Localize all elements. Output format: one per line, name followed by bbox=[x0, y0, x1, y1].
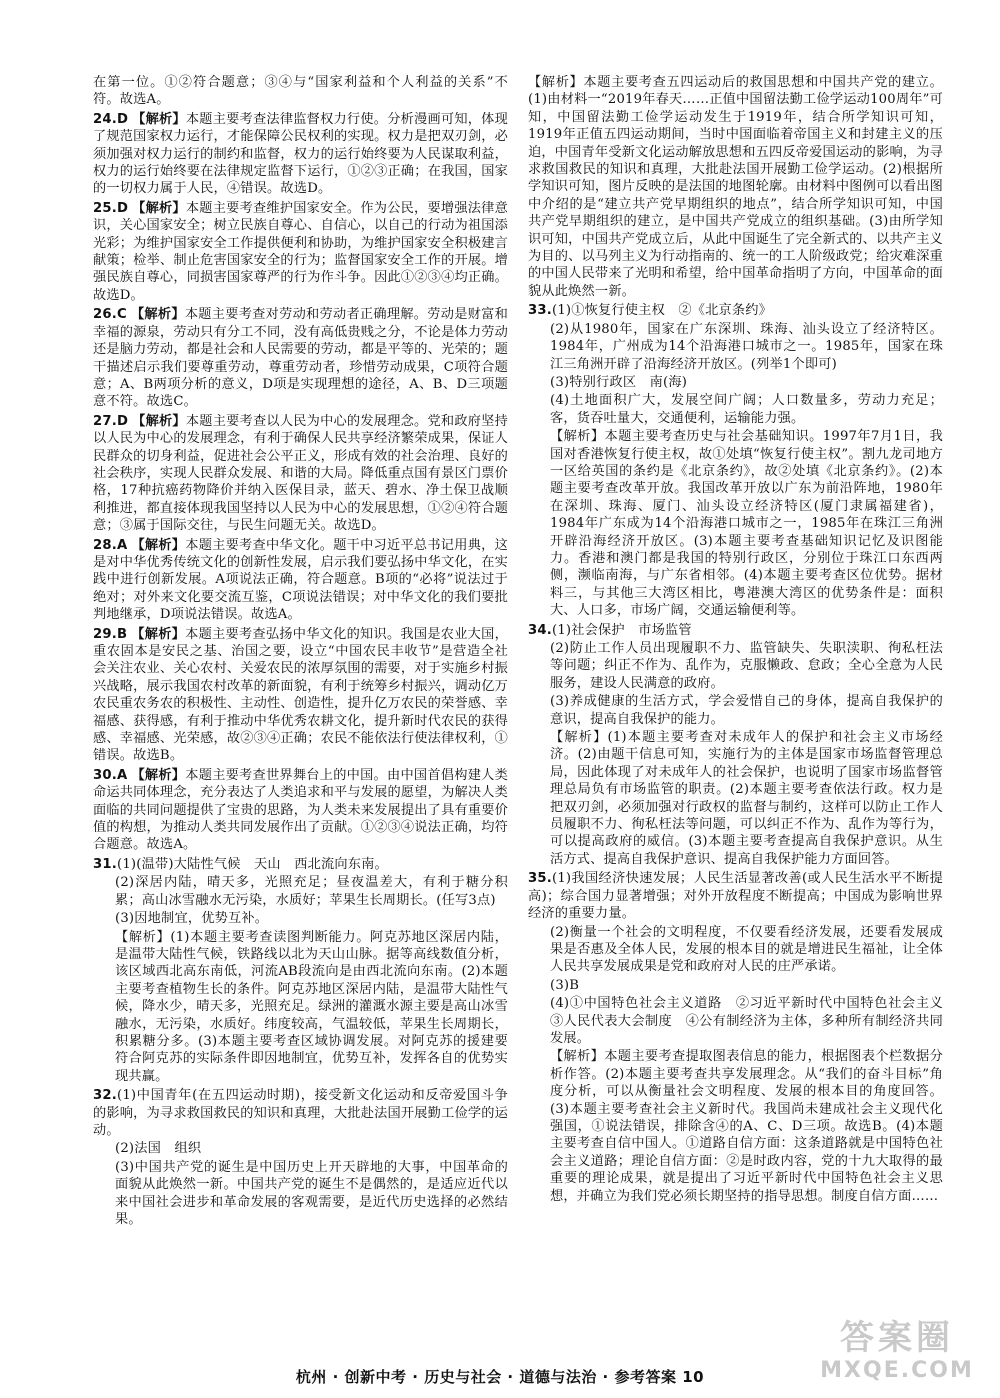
text-line: 【解析】本题主要考查五四运动后的救国思想和中国共产党的建立。(1)由材料一“2019年春天……正值中国留法勤工俭学运动100周年”可知，中国留法勤工俭学运动发生于1919年，结合所学知识可知，1919年正值五四运动期间，当时中国面临着帝国主义和封建主义的压迫，中国青年受新文化运动解放思想和五四反帝爱国运动的影响，为寻求救国救民的知识和真理，大批赴法国开展勤工俭学运动。(2)根据所学知识可知，图片反映的是法国的地图轮廓。由材料中图例可以看出图中介绍的是“建立共产党早期组织的地点”，结合所学知识可知，中国共产党早期组织的建立，是中国共产党成立的组织基础。(3)由所学知识可知，中国共产党成立后，从此中国诞生了完全新式的、以共产主义为目的、以马列主义为行动指南的、统一的工人阶级政党；给灾难深重的中国人民带来了光明和希望，给中国革命指明了方向，中国革命的面貌从此焕然一新。 bbox=[528, 75, 944, 299]
answer-item-29 bbox=[93, 626, 508, 765]
left-column bbox=[93, 74, 508, 1230]
sub-answer bbox=[93, 1159, 508, 1229]
sub-answer-text: (1)我国经济快速发展；人民生活显著改善(或人民生活水平不断提高)；综合国力显著增强；对外开放程度不断提高；中国成为影响世界经济的重要力量。 bbox=[528, 871, 943, 922]
sub-answer bbox=[528, 729, 943, 868]
question-number: 27. bbox=[93, 413, 117, 429]
sub-answer bbox=[528, 302, 943, 319]
sub-answer-text: (3)B bbox=[550, 977, 580, 993]
sub-answer bbox=[93, 856, 508, 873]
sub-answer bbox=[528, 392, 943, 427]
question-number: 24. bbox=[93, 111, 117, 127]
answer-item-27 bbox=[93, 413, 508, 535]
sub-answer-text: (3)特别行政区 南(海) bbox=[550, 374, 688, 390]
sub-answer-text: (2)深居内陆，晴天多，光照充足；昼夜温差大，有利于糖分积累；高山冰雪融水无污染，水质好；苹果生长周期长。(任写3点) bbox=[115, 875, 508, 908]
answer-item-35 bbox=[528, 870, 957, 1205]
sub-answer-text: 【解析】本题主要考查提取图表信息的能力，根据图表个栏数据分析作答。(2)本题主要考查共享发展理念。从“我们的奋斗目标”角度分析，可以从衡量社会文明程度、发展的根本目的角度回答。(3)本题主要考查社会主义新时代。我国尚未建成社会主义现代化强国，①说法错误，排除含④的A、C、D三项。故选B。(4)本题主要考查自信中国人。①道路自信方面：这条道路就是中国特色社会主义道路；理论自信方面：②是时政内容，党的十九大取得的最重要的理论成果，就是提出了习近平新时代中国特色社会主义思想，并确立为我们党必须长期坚持的指导思想。制度自信方面…… bbox=[550, 1049, 943, 1204]
analysis-tag: 【解析】 bbox=[131, 537, 186, 553]
analysis-text: 本题主要考查法律监督权力行使。分析漫画可知，体现了规范国家权力运行，才能保障公民权利的实现。权力是把双刃剑，必须加强对权力运行的制约和监督，权力的运行始终要为人民谋取利益，权力的运行始终要在法律规定监督下运行，①②③正确；在我国，国家的一切权力属于人民，④错误。故选D。 bbox=[93, 111, 509, 197]
sub-answer-text: (1)中国青年(在五四运动时期)，接受新文化运动和反帝爱国斗争的影响，为寻求救国救民的知识和真理，大批赴法国开展勤工俭学的运动。 bbox=[93, 1088, 509, 1138]
sub-answer bbox=[528, 428, 943, 619]
right-column bbox=[528, 74, 957, 1207]
answer-item-32 bbox=[93, 1087, 508, 1228]
sub-answer bbox=[528, 321, 943, 373]
sub-answer bbox=[528, 622, 943, 639]
question-number: 31. bbox=[93, 856, 117, 872]
answer-letter: A bbox=[116, 537, 128, 553]
sub-answer-text: (3)因地制宜，优势互补。 bbox=[115, 911, 269, 927]
question-number: 28. bbox=[93, 537, 117, 553]
answer-item-31 bbox=[93, 856, 508, 1085]
sub-answer bbox=[93, 1087, 508, 1139]
analysis-tag: 【解析】 bbox=[131, 767, 186, 783]
question-number: 33. bbox=[528, 303, 552, 319]
answer-item-33 bbox=[528, 302, 943, 619]
answer-letter: A bbox=[116, 767, 128, 783]
sub-answer bbox=[93, 1140, 508, 1157]
question-number: 32. bbox=[93, 1088, 117, 1104]
sub-answer-text: (2)衡量一个社会的文明程度，不仅要看经济发展，还要看发展成果是否惠及全体人民，发展的根本目的就是增进民生福祉，让全体人民共享发展成果是党和政府对人民的庄严承诺。 bbox=[550, 924, 943, 975]
sub-answer bbox=[93, 929, 508, 1086]
answer-item-24 bbox=[93, 111, 508, 198]
sub-answer-text: (4)土地面积广大，发展空间广阔；人口数量多，劳动力充足；客，货吞吐量大，交通便利，运输能力强。 bbox=[550, 393, 943, 426]
answer-letter: B bbox=[116, 626, 128, 642]
sub-answer bbox=[93, 910, 508, 927]
sub-answer-text: (1)社会保护 市场监管 bbox=[551, 622, 692, 638]
analysis-tag: 【解析】 bbox=[131, 626, 186, 642]
analysis-text: 本题主要考查以人民为中心的发展理念。党和政府坚持以人民为中心的发展理念，有利于确保人民共享经济繁荣成果，保证人民群众的切身利益，促进社会公平正义，形成有效的社会治理、良好的社会秩序，实现人民群众发展、和谐的大局。降低重点国有景区门票价格，17种抗癌药物降价并纳入医保目录，蓝天、碧水、净土保卫战顺利推进，都直接体现我国坚持以人民为中心的发展思想，①②④符合题意；③属于国际交往，与民生问题无关。故选D。 bbox=[93, 413, 509, 534]
answer-item-25 bbox=[93, 200, 508, 304]
answer-item-26 bbox=[93, 306, 508, 410]
sub-answer bbox=[528, 374, 943, 391]
sub-answer-text: (1)①恢复行使主权 ②《北京条约》 bbox=[551, 303, 773, 319]
question-number: 25. bbox=[93, 200, 117, 216]
sub-answer-text: (3)中国共产党的诞生是中国历史上开天辟地的大事，中国革命的面貌从此焕然一新。中国共产党的诞生不是偶然的，是适应近代以来中国社会进步和革命发展的客观需要，是近代历史选择的必然结果。 bbox=[115, 1159, 508, 1227]
sub-answer-text: (2)防止工作人员出现履职不力、监管缺失、失职渎职、徇私枉法等问题；纠正不作为、乱作为，克服懒政、怠政；全心全意为人民服务，建设人民满意的政府。 bbox=[550, 641, 943, 691]
sub-answer bbox=[93, 874, 508, 909]
answer-item-34 bbox=[528, 622, 943, 869]
question-number: 29. bbox=[93, 626, 117, 642]
watermark-logo bbox=[812, 1318, 982, 1390]
sub-answer-text: (2)从1980年，国家在广东深圳、珠海、汕头设立了经济特区。1984年，广州成为14个沿海港口城市之一。1985年，国家在珠江三角洲开辟了沿海经济开放区。(列举1个即可) bbox=[550, 321, 943, 372]
analysis-text: 本题主要考查世界舞台上的中国。由中国首倡构建人类命运共同体理念，充分表达了人类追求和平与发展的愿望，为解决人类面临的共同问题提供了宝贵的思路，为人类未来发展提出了具有重要价值的构想，为推动人类共同发展作出了贡献。①②③④说法正确，均符合题意。故选A。 bbox=[93, 767, 509, 853]
watermark-text: 答案圈 bbox=[840, 1318, 954, 1358]
sub-answer bbox=[528, 977, 943, 994]
question-number: 30. bbox=[93, 767, 117, 783]
text-line: 在第一位。①②符合题意；③④与“国家利益和个人利益的关系”不符。故选A。 bbox=[93, 75, 508, 108]
sub-answer-text: (3)养成健康的生活方式，学会爱惜自己的身体，提高自我保护的意识，提高自我保护的能力。 bbox=[550, 694, 943, 727]
page-footer: 杭州 · 创新中考 · 历史与社会 · 道德与法治 · 参考答案 10 bbox=[295, 1368, 705, 1386]
analysis-tag: 【解析】 bbox=[132, 111, 186, 127]
answer-letter: C bbox=[116, 307, 127, 323]
analysis-tag: 【解析】 bbox=[132, 200, 186, 216]
answer-letter: D bbox=[116, 200, 129, 216]
question-number: 26. bbox=[93, 307, 117, 323]
answer-item-28 bbox=[93, 537, 508, 624]
analysis-text: 本题主要考查对劳动和劳动者正确理解。劳动是财富和幸福的源泉，劳动只有分工不同，没有高低贵贱之分，不论是体力劳动还是脑力劳动，都是社会和人民需要的劳动，都是平等的、光荣的；题干描述启示我们要尊重劳动，尊重劳动者，珍惜劳动成果，C项符合题意；A、B两项分析的意义，D项是实现理想的途径，A、B、D三项题意不符。故选C。 bbox=[93, 307, 509, 410]
sub-answer bbox=[528, 995, 957, 1047]
analysis-tag: 【解析】 bbox=[130, 307, 185, 323]
answer-item-30 bbox=[93, 767, 508, 854]
watermark-url: MXQE.COM bbox=[820, 1358, 974, 1383]
analysis-text: 本题主要考查中华文化。题干中习近平总书记用典，这是对中华优秀传统文化的创新性发展，启示我们要弘扬中华文化，在实践中进行创新发展。A项说法正确，符合题意。B项的“必将”说法过于绝对；对外来文化要交流互鉴，C项说法错误；对中华文化的我们要批判地继承，D项说法错误。故选A。 bbox=[93, 537, 509, 623]
question-number: 34. bbox=[528, 622, 552, 638]
sub-answer-text: (4)①中国特色社会主义道路 ②习近平新时代中国特色社会主义 ③人民代表大会制度 ④公有制经济为主体，多种所有制经济共同发展。 bbox=[550, 996, 957, 1046]
sub-answer bbox=[528, 870, 943, 922]
sub-answer-text: 【解析】(1)本题主要考查对未成年人的保护和社会主义市场经济。(2)由题干信息可知，实施行为的主体是国家市场监督管理总局，因此体现了对未成年人的社会保护，也说明了国家市场监督管理总局负有市场监管的职责。(2)本题主要考查依法行政。权力是把双刃剑，必须加强对行政权的监督与制约，这样可以防止工作人员履职不力、徇私枉法等问题，可以纠正不作为、乱作为等行为，可以提高政府的威信。(3)本题主要考查提高自我保护意识。从生活方式、提高自我保护意识、提高自我保护能力方面回答。 bbox=[550, 730, 943, 867]
question-number: 35. bbox=[528, 871, 552, 887]
answer-letter: D bbox=[116, 111, 129, 127]
sub-answer bbox=[528, 1048, 943, 1205]
continued-text bbox=[93, 74, 508, 109]
sub-answer bbox=[528, 640, 943, 692]
analysis-text: 本题主要考查维护国家安全。作为公民，要增强法律意识，关心国家安全；树立民族自尊心、自信心，以自己的行动为祖国添光彩；为维护国家安全工作提供便利和协助，为维护国家安全积极建言献策；检举、制止危害国家安全的行为；监督国家安全工作的开展。增强民族自尊心，同损害国家尊严的行为作斗争。因此①②③④均正确。故选D。 bbox=[93, 200, 509, 303]
sub-answer-text: (1)(温带)大陆性气候 天山 西北流向东南。 bbox=[116, 856, 388, 872]
sub-answer-text: 【解析】(1)本题主要考查读图判断能力。阿克苏地区深居内陆，是温带大陆性气候，铁路线以北为天山山脉。据等高线数值分析，该区域西北高东南低，河流AB段流向是由西北流向东南。(2)本题主要考查植物生长的条件。阿克苏地区深居内陆，是温带大陆性气候，降水少，晴天多，光照充足。绿洲的灌溉水源主要是高山冰雪融水，无污染，水质好。纬度较高，气温较低，苹果生长周期长，积累糖分多。(3)本题主要考查区域协调发展。对阿克苏的援建要符合阿克苏的实际条件即因地制宜，优势互补，发挥各自的优势实现共赢。 bbox=[115, 929, 508, 1084]
sub-answer bbox=[528, 693, 943, 728]
analysis-text: 本题主要考查弘扬中华文化的知识。我国是农业大国，重农固本是安民之基、治国之要，设立“中国农民丰收节”是营造全社会关注农业、关心农村、关爱农民的浓厚氛围的需要，对于实施乡村振兴战略，展示我国农村改革的新面貌，有利于统筹乡村振兴，调动亿万农民重农务农的积极性、主动性、创造性，提升亿万农民的荣誉感、幸福感、获得感，有利于推动中华优秀农耕文化，提升新时代农民的获得感、幸福感、光荣感，故②③④正确；农民不能依法行使法律权利，①错误。故选B。 bbox=[93, 626, 509, 764]
analysis-tag: 【解析】 bbox=[132, 413, 186, 429]
continued-text bbox=[528, 74, 943, 300]
sub-answer-text: 【解析】本题主要考查历史与社会基础知识。1997年7月1日，我国对香港恢复行使主权，故①处填“恢复行使主权”。割九龙司地方一区给英国的条约是《北京条约》，故②处填《北京条约》。(2)本题主要考查改革开放。我国改革开放以广东为前沿阵地，1980年在深圳、珠海、厦门、汕头设立经济特区(厦门隶属福建省)，1984年广东成为14个沿海港口城市之一，1985年在珠江三角洲开辟沿海经济开放区。(3)本题主要考查基础知识记忆及识图能力。香港和澳门都是我国的特别行政区，分别位于珠江口东西两侧，濒临南海，与广东省相邻。(4)本题主要考查区位优势。据材料三，与其他三大湾区相比，粤港澳大湾区的优势条件是：面积大、人口多，市场广阔，交通运输便利等。 bbox=[550, 429, 943, 619]
answer-letter: D bbox=[116, 413, 129, 429]
sub-answer-text: (2)法国 组织 bbox=[115, 1141, 202, 1157]
sub-answer bbox=[528, 924, 943, 976]
